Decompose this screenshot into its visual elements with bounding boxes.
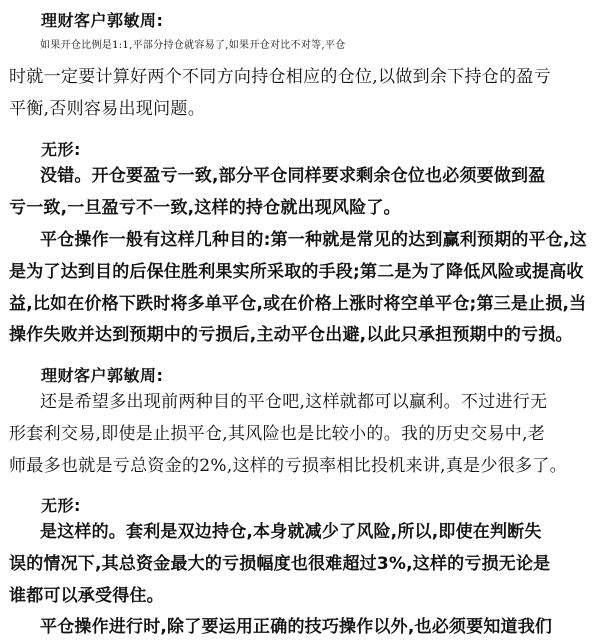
paragraph-line: 平衡,否则容易出现问题。: [9, 99, 206, 119]
paragraph-line: 是这样的。套利是双边持仓,本身就减少了风险,所以,即使在判断失: [40, 522, 542, 542]
paragraph-line: 误的情况下,其总资金最大的亏损幅度也很难超过3%,这样的亏损无论是: [9, 554, 551, 574]
paragraph-line: 益,比如在价格下跌时将多单平仓,或在价格上涨时将空单平仓;第三是止损,当: [9, 294, 587, 314]
speaker-label: 理财客户郭敏周:: [41, 11, 164, 30]
paragraph-line: 师最多也就是亏总资金的2%,这样的亏损率相比投机来讲,真是少很多了。: [9, 456, 567, 476]
speaker-label: 无形:: [41, 140, 81, 159]
paragraph-line: 亏一致,一旦盈亏不一致,这样的持仓就出现风险了。: [9, 198, 401, 218]
paragraph-line: 时就一定要计算好两个不同方向持仓相应的仓位,以做到余下持仓的盈亏: [9, 67, 552, 87]
paragraph-line: 如果开仓比例是1:1,平部分持仓就容易了,如果开仓对比不对等,平仓: [40, 40, 346, 51]
paragraph-line: 平仓操作一般有这样几种目的:第一种就是常见的达到赢利预期的平仓,这: [40, 230, 587, 250]
paragraph-line: 平仓操作进行时,除了要运用正确的技巧操作以外,也必须要知道我们: [40, 617, 553, 637]
paragraph-line: 没错。开仓要盈亏一致,部分平仓同样要求剩余仓位也必须要做到盈: [40, 166, 546, 186]
paragraph-line: 还是希望多出现前两种目的平仓吧,这样就都可以赢利。不过进行无: [40, 392, 548, 412]
speaker-label: 无形:: [41, 496, 81, 515]
paragraph-line: 是为了达到目的后保住胜利果实所采取的手段;第二是为了降低风险或提高收: [9, 262, 584, 282]
paragraph-line: 形套利交易,即使是止损平仓,其风险也是比较小的。我的历史交易中,老: [9, 424, 546, 444]
paragraph-line: 操作失败并达到预期中的亏损后,主动平仓出避,以此只承担预期中的亏损。: [9, 325, 573, 345]
paragraph-line: 谁都可以承受得住。: [9, 586, 164, 606]
speaker-label: 理财客户郭敏周:: [41, 366, 164, 385]
